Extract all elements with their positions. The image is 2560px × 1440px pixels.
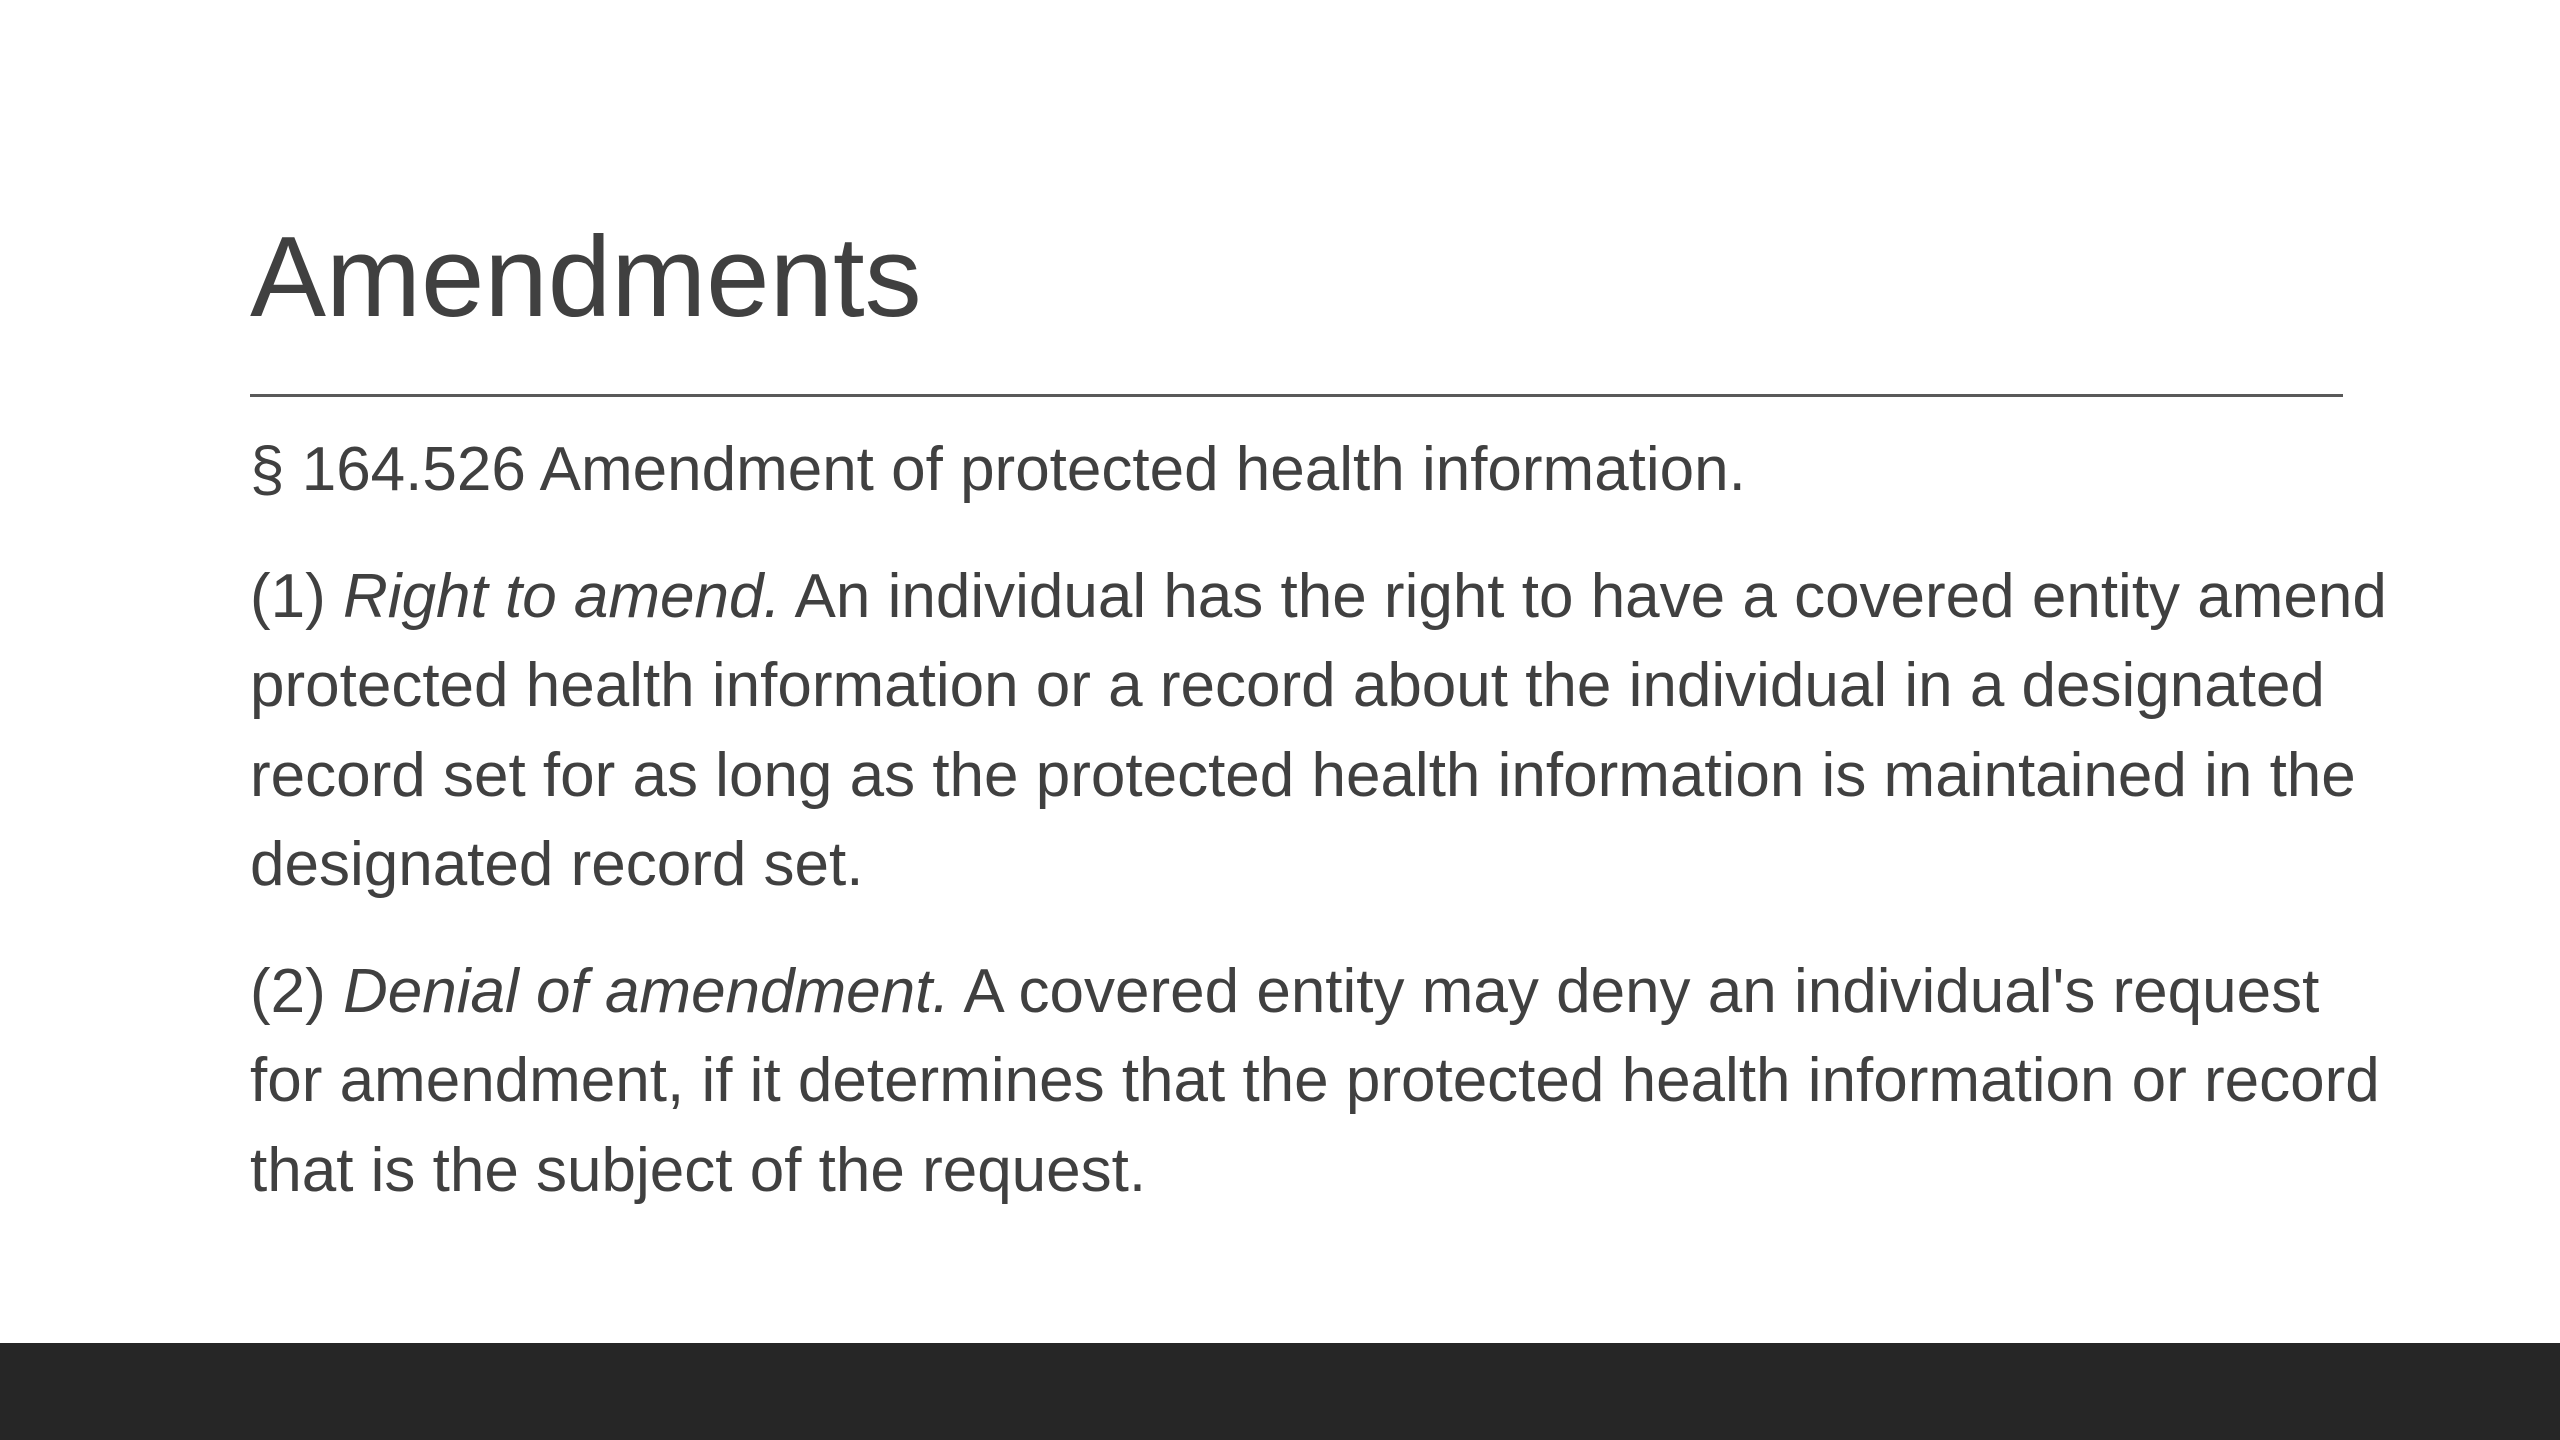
paragraph-right-to-amend — [250, 552, 2390, 910]
paragraph-italic-lead: Right to amend. — [343, 561, 781, 631]
paragraph-denial-of-amendment — [250, 947, 2390, 1216]
slide-title: Amendments — [250, 214, 922, 341]
paragraph-number: (1) — [250, 561, 326, 631]
paragraph-italic-lead: Denial of amendment. — [343, 956, 950, 1026]
paragraph-number: (2) — [250, 956, 326, 1026]
footer-bar — [0, 1343, 2560, 1440]
title-divider — [250, 394, 2343, 397]
paragraph-text: An individual has the right to have a covered entity amend protected health information or a record about the individual in a designated record set for as long as the protected health information is maintained in the designated record set. — [250, 561, 2387, 899]
slide-body — [250, 425, 2390, 1252]
paragraph-text: A covered entity may deny an individual's request for amendment, if it determines that the protected health information or record that is the subject of the request. — [250, 956, 2380, 1205]
section-heading: § 164.526 Amendment of protected health information. — [250, 435, 1746, 504]
